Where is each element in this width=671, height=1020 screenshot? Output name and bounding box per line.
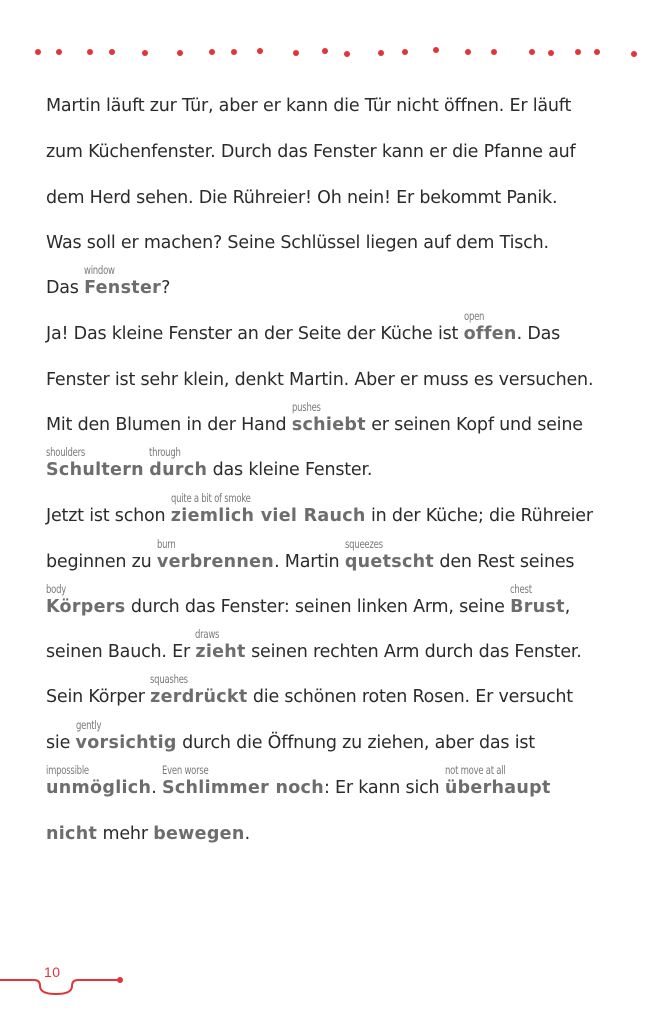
story-line [46,263,171,299]
story-line [46,537,575,573]
vocab-gloss: squashes [150,672,189,686]
story-line [46,582,571,618]
border-dot [322,48,328,54]
text-fragment: seinen rechten Arm durch das Fenster. [245,642,582,662]
vocab-word: schiebt pushes [291,400,366,435]
border-dot [87,49,93,55]
border-dot [465,49,471,55]
vocab-word: quetscht squeezes [344,537,435,572]
vocab-gloss: impossible [46,763,89,777]
story-line [46,141,576,163]
story-line [46,491,593,527]
text-fragment: Martin läuft zur Tür, aber er kann die Tür nicht öffnen. Er läuft [46,96,572,116]
text-fragment: beginnen zu [46,552,157,572]
border-dot [35,49,41,55]
vocab-word: nicht [46,824,98,844]
text-fragment: . Martin [274,552,345,572]
vocab-word: Fenster window [84,263,162,298]
text-fragment: Mit den Blumen in der Hand [46,415,292,435]
border-dot [142,50,148,56]
vocab-gloss: gently [75,718,101,732]
border-dot [56,49,62,55]
vocab-word: verbrennen burn [156,537,275,572]
vocab-gloss: quite a bit of smoke [170,491,251,505]
border-dot [209,49,215,55]
vocab-word: bewegen [153,824,245,844]
vocab-gloss: open [463,309,484,323]
border-dot [594,49,600,55]
text-fragment: . Das [516,324,561,344]
border-dot [433,47,439,53]
vocab-word: Schultern shoulders [46,445,144,480]
story-line [46,400,583,436]
text-fragment: Jetzt ist schon [46,506,171,526]
border-dot [491,49,497,55]
vocab-word: unmöglich impossible [46,763,152,798]
vocab-gloss: body [46,582,67,596]
vocab-gloss: through [149,445,181,459]
text-fragment: Ja! Das kleine Fenster an der Seite der Küche ist [46,324,464,344]
vocab-gloss: shoulders [46,445,86,459]
story-line [46,309,561,345]
text-fragment: Fenster ist sehr klein, denkt Martin. Aber er muss es versuchen. [46,370,594,390]
text-fragment: ? [161,278,171,298]
text-fragment: sie [46,733,76,753]
text-fragment: mehr [97,824,154,844]
story-line [46,627,582,663]
text-fragment: dem Herd sehen. Die Rühreier! Oh nein! Er bekommt Panik. [46,188,558,208]
vocab-gloss: Even worse [161,763,209,777]
text-fragment: durch das Fenster: seinen linken Arm, seine [125,597,511,617]
vocab-word: offen open [463,309,517,344]
text-fragment: . [151,778,162,798]
story-line [46,95,571,117]
page-number-ornament [0,958,140,998]
border-dot [293,50,299,56]
story-line [46,718,535,754]
vocab-gloss: window [84,263,115,277]
text-fragment: . [244,824,250,844]
story-line [46,672,573,708]
story-line [46,369,593,391]
text-fragment: Sein Körper [46,687,151,707]
vocab-word: zieht draws [195,627,246,662]
dotted-border [34,46,644,60]
border-dot [631,51,637,57]
text-fragment: seinen Bauch. Er [46,642,196,662]
vocab-word: überhaupt not move at all [444,763,551,798]
border-dot [402,49,408,55]
vocab-gloss: draws [195,627,220,641]
page-footer [0,958,140,998]
vocab-gloss: not move at all [444,763,506,777]
border-dot [378,50,384,56]
border-dot [109,49,115,55]
border-dot [575,49,581,55]
story-line [46,823,250,845]
text-fragment: er seinen Kopf und seine [365,415,583,435]
border-dot [344,51,350,57]
vocab-word: Brust chest [510,582,565,617]
vocab-word: ziemlich viel Rauch quite a bit of smoke [170,491,366,526]
story-line [46,232,549,254]
text-fragment: durch die Öffnung zu ziehen, aber das ist [176,733,535,753]
story-line [46,445,373,481]
vocab-word: Körpers body [46,582,126,617]
border-dot [257,48,263,54]
story-line [46,763,551,799]
text-fragment: : Er kann sich [323,778,445,798]
vocab-word: Schlimmer noch Even worse [161,763,324,798]
text-fragment: das kleine Fenster. [207,460,373,480]
vocab-gloss: chest [510,582,532,596]
story-line [46,187,557,209]
text-fragment: Was soll er machen? Seine Schlüssel liegen auf dem Tisch. [46,233,549,253]
vocab-word: zerdrückt squashes [150,672,248,707]
vocab-gloss: squeezes [344,537,383,551]
vocab-gloss: burn [156,537,176,551]
border-dot [231,49,237,55]
page-number: 10 [44,964,61,980]
text-fragment: Das [46,278,85,298]
vocab-word: vorsichtig gently [75,718,177,753]
border-dot [177,50,183,56]
border-dot [529,49,535,55]
text-fragment: zum Küchenfenster. Durch das Fenster kann er die Pfanne auf [46,142,576,162]
vocab-word: durch through [149,445,208,480]
text-fragment: den Rest seines [434,552,575,572]
text-fragment: in der Küche; die Rühreier [365,506,593,526]
border-dot [548,50,554,56]
text-fragment: , [564,597,571,617]
vocab-gloss: pushes [291,400,321,414]
text-fragment: die schönen roten Rosen. Er versucht [247,687,573,707]
